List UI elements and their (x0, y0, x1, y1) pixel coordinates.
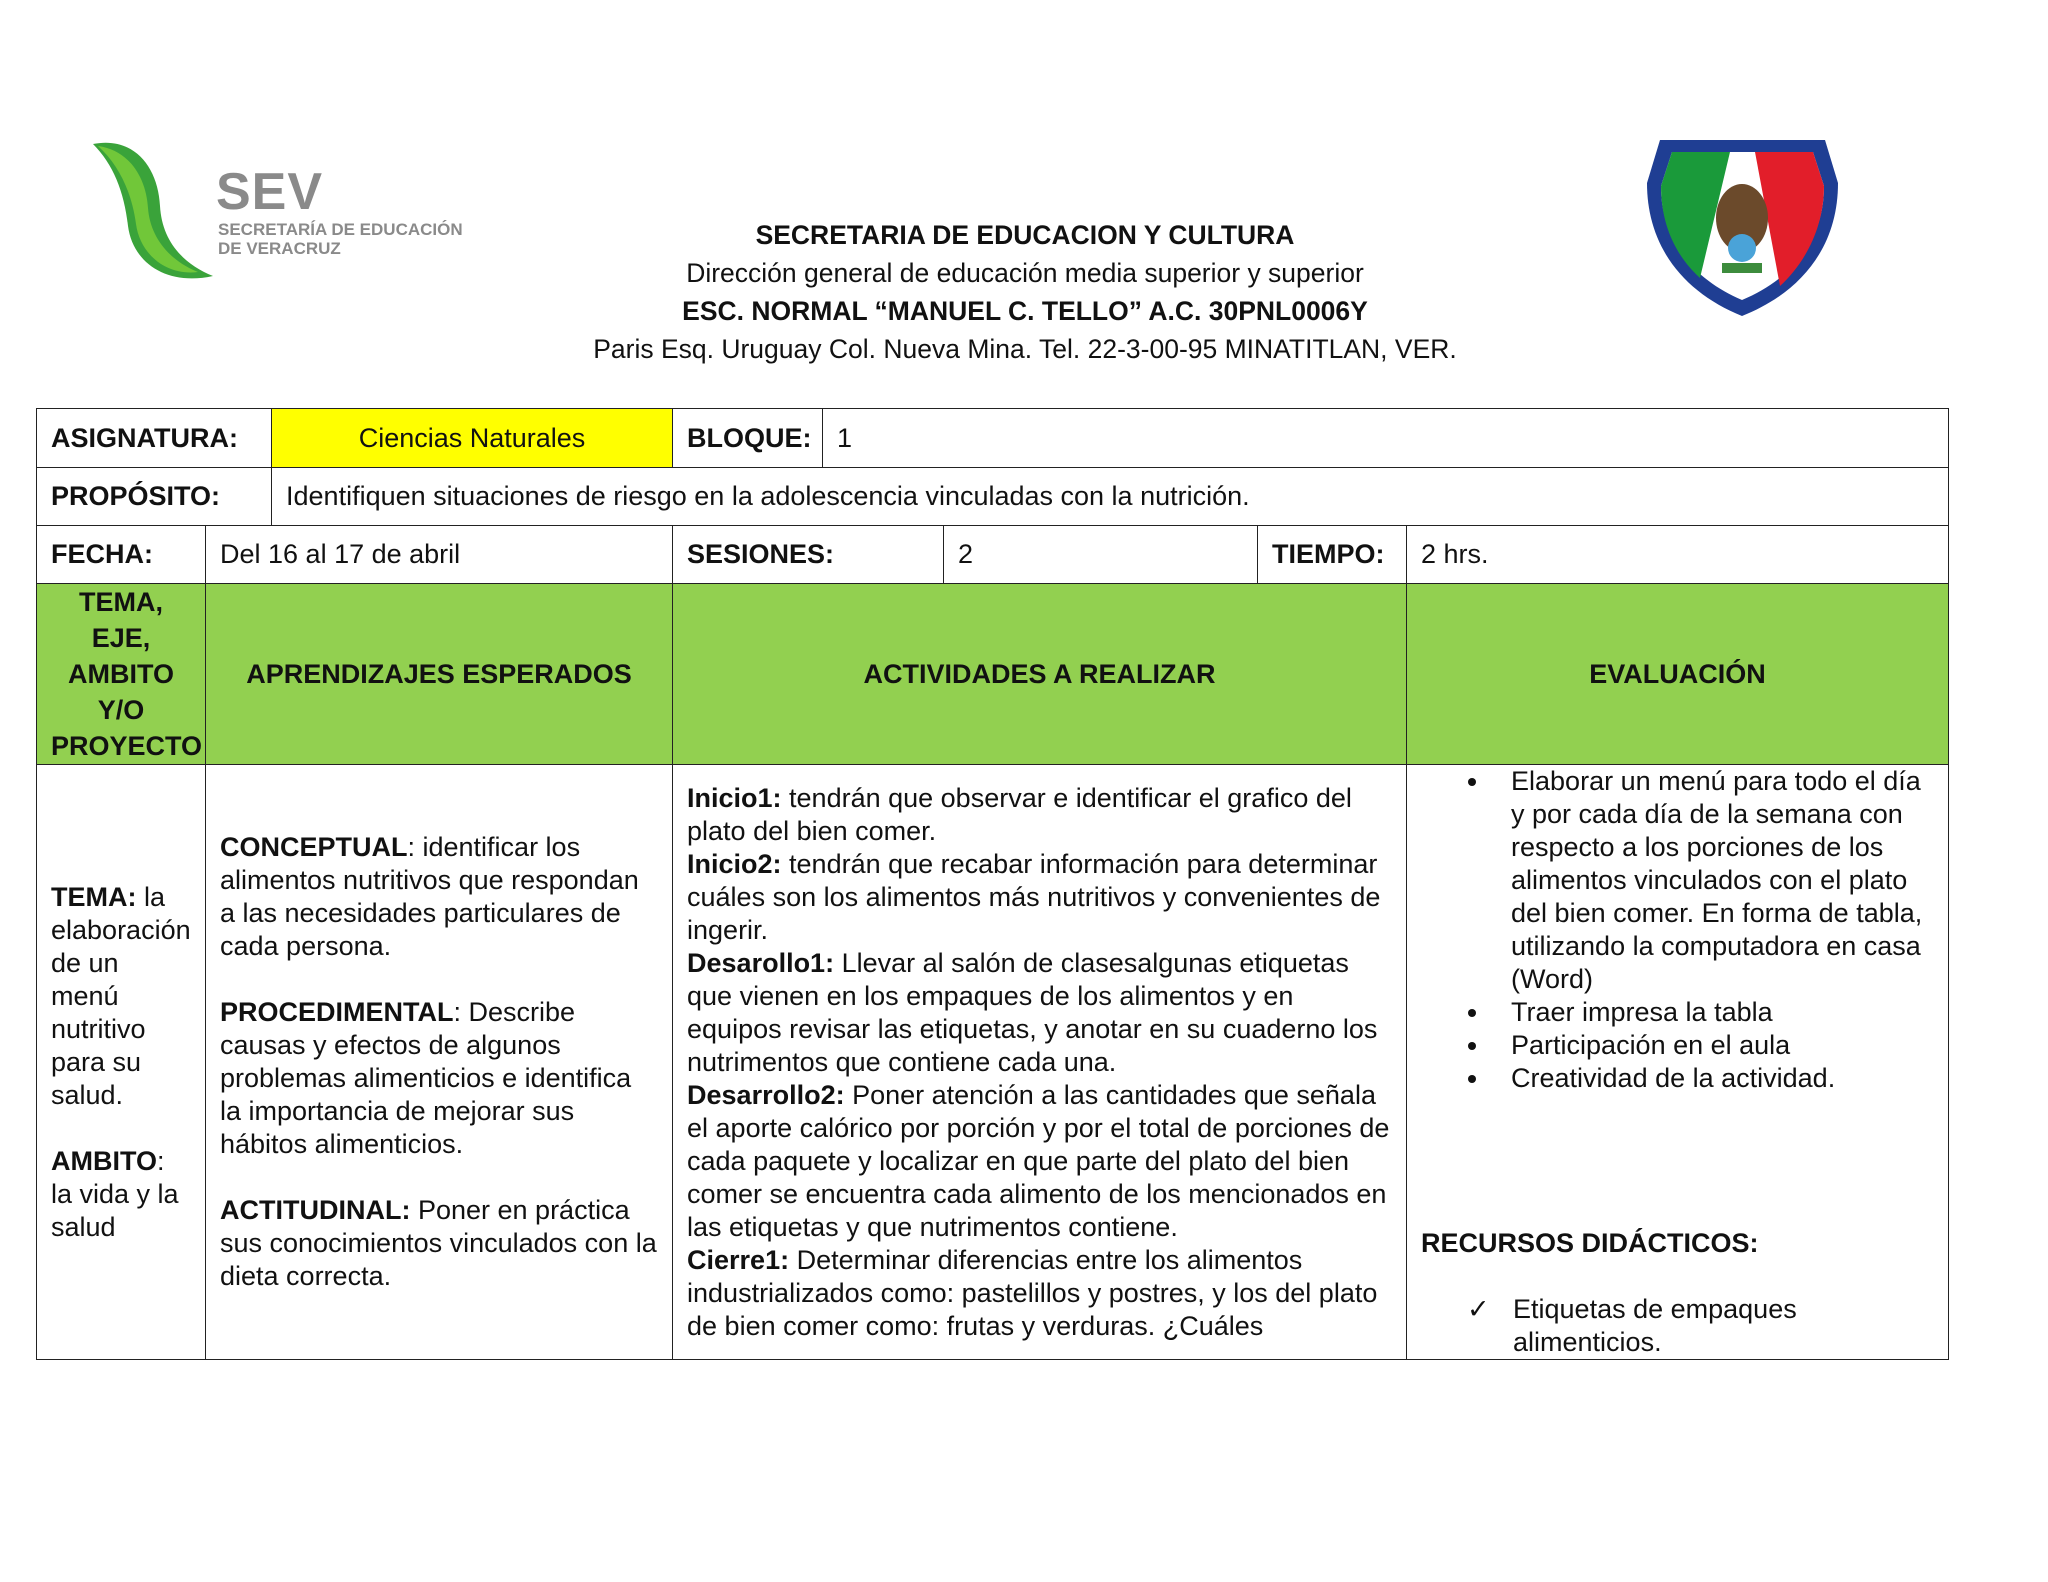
list-item: ✓ Etiquetas de empaques alimenticios. (1467, 1294, 1797, 1357)
lesson-plan-table (36, 408, 1949, 1360)
sev-subtitle: SECRETARÍA DE EDUCACIÓN DE VERACRUZ (218, 220, 463, 258)
header-evaluacion: EVALUACIÓN (1407, 584, 1949, 765)
actividad-item: Desarollo1: Llevar al salón de clasesalgunas etiquetas que vienen en los empaques de los alimentos y en equipos revisar las etiquetas, y anotar en su cuaderno los nutrimentos que contiene cada una. (687, 947, 1378, 1077)
actividad-item: Inicio2: tendrán que recabar información para determinar cuáles son los alimentos más nutritivos y convenientes de ingerir. (687, 848, 1381, 945)
proposito-label: PROPÓSITO: (37, 468, 272, 526)
aprendizajes-cell: CONCEPTUAL: identificar los alimentos nutritivos que respondan a las necesidades particulares de cada persona. PROCEDIMENTAL: Describe causas y efectos de algunos problemas alimenticios e identifica la importancia de mejorar sus hábitos alimenticios. ACTITUDINAL: Poner en práctica sus conocimientos vinculados con la dieta correcta. (206, 765, 673, 1360)
row-proposito (37, 468, 1949, 526)
header-actividades: ACTIVIDADES A REALIZAR (673, 584, 1407, 765)
actividad-item: Cierre1: Determinar diferencias entre los alimentos industrializados como: pastelillos y postres, y los del plato de bien comer como: frutas y verduras. ¿Cuáles (687, 1244, 1378, 1341)
header-line-1: SECRETARIA DE EDUCACION Y CULTURA (755, 220, 1295, 250)
list-item: • Participación en el aula (1491, 1029, 1934, 1062)
recursos-label: RECURSOS DIDÁCTICOS: (1421, 1228, 1759, 1258)
recursos-list (1421, 1293, 1934, 1359)
fecha-label: FECHA: (37, 526, 206, 584)
evaluacion-list (1421, 765, 1934, 1095)
list-item: • Traer impresa la tabla (1491, 996, 1934, 1029)
bloque-value: 1 (823, 409, 1949, 468)
bloque-label: BLOQUE: (673, 409, 823, 468)
row-asignatura (37, 409, 1949, 468)
header-aprendizajes: APRENDIZAJES ESPERADOS (206, 584, 673, 765)
sesiones-value: 2 (944, 526, 1258, 584)
check-icon: ✓ (1467, 1294, 1490, 1324)
asignatura-value: Ciencias Naturales (272, 409, 673, 468)
sesiones-label: SESIONES: (673, 526, 944, 584)
header-tema: TEMA, EJE, AMBITO Y/O PROYECTO (37, 584, 206, 765)
institution-header (500, 216, 1550, 368)
proposito-value: Identifiquen situaciones de riesgo en la adolescencia vinculadas con la nutrición. (272, 468, 1949, 526)
header-line-2: Dirección general de educación media superior y superior (686, 258, 1364, 288)
tiempo-label: TIEMPO: (1258, 526, 1407, 584)
header-line-4: Paris Esq. Uruguay Col. Nueva Mina. Tel. 22-3-00-95 MINATITLAN, VER. (593, 334, 1457, 364)
sev-logo (88, 136, 488, 286)
school-shield-logo (1640, 128, 1845, 318)
row-fecha (37, 526, 1949, 584)
actividades-cell (673, 765, 1407, 1360)
asignatura-label: ASIGNATURA: (37, 409, 272, 468)
tiempo-value: 2 hrs. (1407, 526, 1949, 584)
fecha-value: Del 16 al 17 de abril (206, 526, 673, 584)
list-item: • Elaborar un menú para todo el día y por cada día de la semana con respecto a los porciones de los alimentos vinculados con el plato del bien comer. En forma de tabla, utilizando la computadora en casa (Word) (1491, 765, 1934, 996)
column-headers (37, 584, 1949, 765)
actividad-item: Desarrollo2: Poner atención a las cantidades que señala el aporte calórico por porción y por el total de porciones de cada paquete y localizar en que parte del plato del bien comer se encuentra cada alimento de los mencionados en las etiquetas y que nutrimentos contiene. (687, 1079, 1390, 1242)
actividad-item: Inicio1: tendrán que observar e identificar el grafico del plato del bien comer. (687, 782, 1352, 846)
header-line-3: ESC. NORMAL “MANUEL C. TELLO” A.C. 30PNL0006Y (682, 296, 1368, 326)
tema-cell: TEMA: la elaboración de un menú nutritivo para su salud. AMBITO: la vida y la salud (37, 765, 206, 1360)
list-item: • Creatividad de la actividad. (1491, 1062, 1934, 1095)
row-content (37, 765, 1949, 1360)
evaluacion-cell (1407, 765, 1949, 1360)
shield-eagle-icon (1640, 128, 1845, 318)
leaf-icon (88, 136, 218, 286)
sev-wordmark: SEV (216, 163, 324, 221)
